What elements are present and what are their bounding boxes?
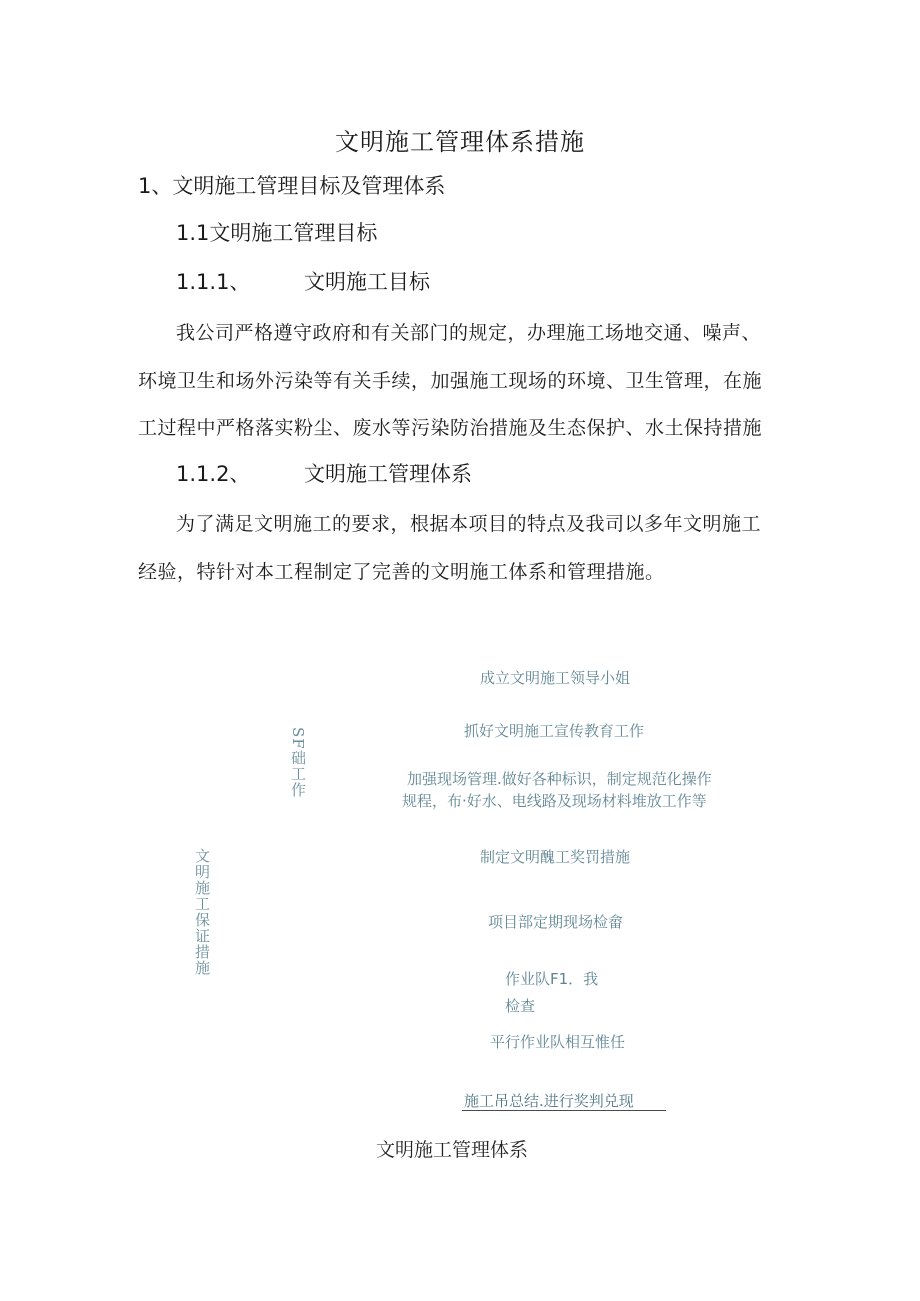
diagram-item: 成立文明施工领导小姐 xyxy=(480,669,631,687)
diagram-item: 施工吊总结.进行奖判兑现 xyxy=(464,1092,634,1110)
diagram-side-label-inner: SF础工作 xyxy=(289,727,307,798)
diagram-item: 规程，布·好水、电线路及现场材料堆放工作等 xyxy=(402,792,707,810)
paragraph-line: 工过程中严格落实粉尘、废水等污染防治措施及生态保护、水土保持措施 xyxy=(138,417,763,439)
paragraph-line: 环境卫生和场外污染等有关手续，加强施工现场的环境、卫生管理，在施 xyxy=(138,370,763,392)
diagram-item: 制定文明醜工奖罚措施 xyxy=(480,848,631,866)
section-heading-1-1: 1.1文明施工管理目标 xyxy=(176,221,378,245)
page-title: 文明施工管理体系措施 xyxy=(335,128,585,156)
diagram-item: 抓好文明施工宣传教育工作 xyxy=(464,722,645,740)
section-number-1-1-1: 1.1.1、 xyxy=(176,270,251,294)
diagram-item: 项目部定期现场检畲 xyxy=(488,913,624,931)
paragraph-line: 我公司严格遵守政府和有关部门的规定，办理施工场地交通、噪声、 xyxy=(176,322,762,344)
paragraph-line: 为了满足文明施工的要求，根据本项目的特点及我司以多年文明施工 xyxy=(176,513,762,535)
diagram-item: 检查 xyxy=(505,997,536,1015)
section-heading-1-1-1: 文明施工目标 xyxy=(304,270,430,294)
section-number-1-1-2: 1.1.2、 xyxy=(176,462,251,486)
paragraph-line: 经验，特针对本工程制定了完善的文明施工体系和管理措施。 xyxy=(138,561,665,583)
section-heading-1-1-2: 文明施工管理体系 xyxy=(304,462,472,486)
diagram-caption: 文明施工管理体系 xyxy=(375,1139,528,1161)
diagram-item: 作业队F1．我 xyxy=(505,970,599,988)
diagram-item: 加强现场管理.做好各种标识，制定规范化操作 xyxy=(407,770,712,788)
diagram-underline xyxy=(462,1110,666,1111)
diagram-item: 平行作业队相互惟任 xyxy=(490,1033,626,1051)
section-heading-1: 1、文明施工管理目标及管理体系 xyxy=(138,174,446,198)
diagram-side-label-outer: 文明施工保证措施 xyxy=(193,848,211,976)
